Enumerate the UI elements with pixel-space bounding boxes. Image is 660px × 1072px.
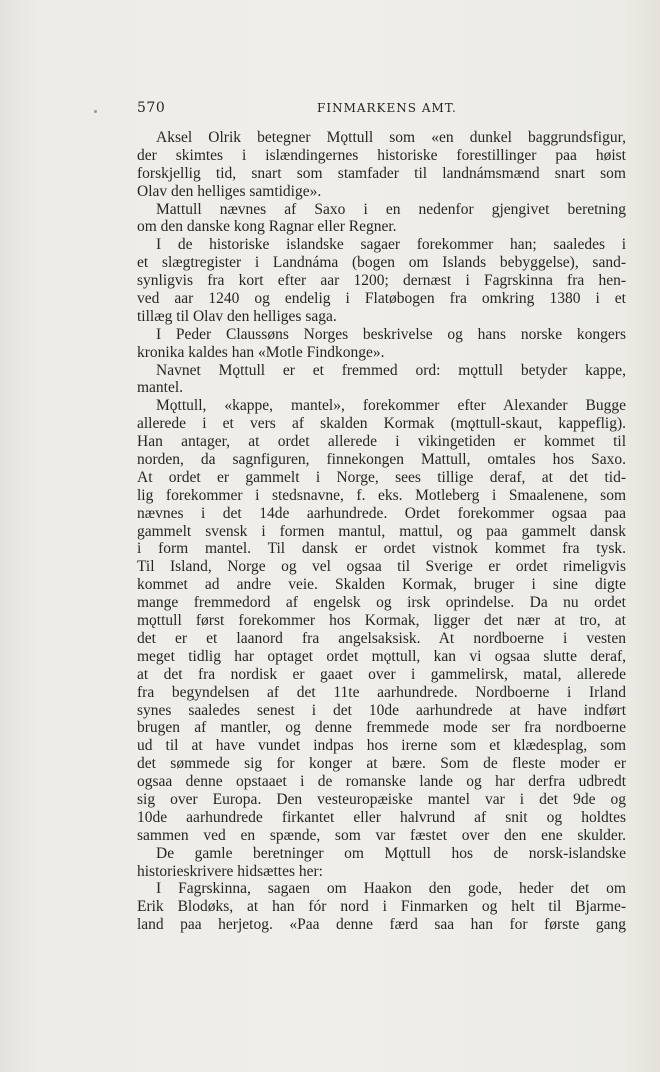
- text-line: fra begyndelsen af det 11te aarhundrede. Nordboerne i Irland: [137, 683, 626, 701]
- text-line: ved aar 1240 og endelig i Flatøbogen fra omkring 1380 i et: [137, 290, 626, 308]
- text-line: det er et laanord fra angelsaksisk. At nordboerne i vesten: [137, 629, 626, 647]
- text-line: kronika kaldes han «Motle Findkonge».: [137, 343, 385, 361]
- text-line: at det fra nordisk er gaaet over i gammelirsk, matal, allerede: [137, 665, 626, 683]
- text-line: mange fremmedord af engelsk og irsk oprindelse. Da nu ordet: [137, 594, 626, 612]
- text-line: nævnes i det 14de aarhundrede. Ordet forekommer ogsaa paa: [137, 504, 626, 522]
- text-line: ud til at have vundet indpas hos irerne som et klædesplag, som: [137, 737, 626, 755]
- text-line: synes saaledes senest i det 10de aarhundrede at have indført: [137, 701, 626, 719]
- text-line: i form mantel. Til dansk er ordet vistnok kommet fra tysk.: [137, 540, 626, 558]
- text-line: tillæg til Olav den helliges saga.: [137, 307, 337, 325]
- text-line: om den danske kong Ragnar eller Regner.: [137, 218, 397, 236]
- text-line: mantel.: [137, 379, 184, 397]
- text-line: der skimtes i islændingernes historiske forestillinger paa høist: [137, 146, 626, 164]
- text-line: lig forekommer i stedsnavne, f. eks. Motleberg i Smaalenene, som: [137, 486, 626, 504]
- text-line: Olav den helliges samtidige».: [137, 182, 322, 200]
- text-line: gammelt svensk i formen mantul, mattul, og paa gammelt dansk: [137, 522, 626, 540]
- text-line: Mattull nævnes af Saxo i en nedenfor gjengivet beretning: [156, 200, 626, 218]
- text-line: allerede i et vers af skalden Kormak (mǫttull-skaut, kappeflig).: [137, 415, 626, 433]
- text-line: De gamle beretninger om Mǫttull hos de norsk-islandske: [156, 844, 626, 862]
- running-title: FINMARKENS AMT.: [317, 101, 457, 115]
- paper-speck: [94, 110, 97, 113]
- text-line: synligvis fra kort efter aar 1200; dernæst i Fagrskinna fra hen-: [137, 272, 626, 290]
- text-line: Navnet Mǫttull er et fremmed ord: mǫttull betyder kappe,: [156, 361, 626, 379]
- text-line: I de historiske islandske sagaer forekommer han; saaledes i: [156, 236, 626, 254]
- text-line: At ordet er gammelt i Norge, sees tillige deraf, at det tid-: [137, 468, 626, 486]
- text-line: norden, da sagnfiguren, finnekongen Mattull, omtales hos Saxo.: [137, 451, 626, 469]
- text-line: I Fagrskinna, sagaen om Haakon den gode, heder det om: [156, 880, 626, 898]
- page-header: [137, 100, 627, 120]
- text-line: kommet ad andre veie. Skalden Kormak, bruger i sine digte: [137, 576, 626, 594]
- text-line: forskjellig tid, snart som stamfader til landnámsmænd snart som: [137, 164, 626, 182]
- text-line: I Peder Claussøns Norges beskrivelse og hans norske kongers: [156, 325, 626, 343]
- text-line: Erik Blodøks, at han fór nord i Finmarken og helt til Bjarme-: [137, 898, 626, 916]
- text-line: Han antager, at ordet allerede i vikingetiden er kommet til: [137, 433, 626, 451]
- text-line: sammen ved en spænde, som var fæstet over den ene skulder.: [137, 826, 626, 844]
- text-line: Mǫttull, «kappe, mantel», forekommer efter Alexander Bugge: [156, 397, 626, 415]
- text-line: det sømmede sig for konger at bære. Som de fleste moder er: [137, 755, 626, 773]
- text-line: sig over Europa. Den vesteuropæiske mantel var i det 9de og: [137, 790, 626, 808]
- text-line: Aksel Olrik betegner Mǫttull som «en dunkel baggrundsfigur,: [156, 129, 626, 146]
- text-line: et slægtregister i Landnáma (bogen om Islands bebyggelse), sand-: [137, 254, 626, 272]
- page-number: 570: [137, 100, 166, 116]
- text-line: land paa herjetog. «Paa denne færd saa han for første gang: [137, 916, 626, 934]
- text-line: historieskrivere hidsættes her:: [137, 862, 323, 880]
- body-text: [137, 129, 626, 934]
- text-line: meget tidlig har optaget ordet mǫttull, kan vi ogsaa slutte deraf,: [137, 647, 626, 665]
- text-line: Til Island, Norge og vel ogsaa til Sverige er ordet rimeligvis: [137, 558, 626, 576]
- text-line: 10de aarhundrede firkantet eller halvrund af snit og holdtes: [137, 808, 626, 826]
- text-line: ogsaa denne opstaaet i de romanske lande og har derfra udbredt: [137, 773, 626, 791]
- text-line: mǫttull først forekommer hos Kormak, ligger det nær at tro, at: [137, 612, 626, 630]
- text-line: brugen af mantler, og denne fremmede mode ser fra nordboerne: [137, 719, 626, 737]
